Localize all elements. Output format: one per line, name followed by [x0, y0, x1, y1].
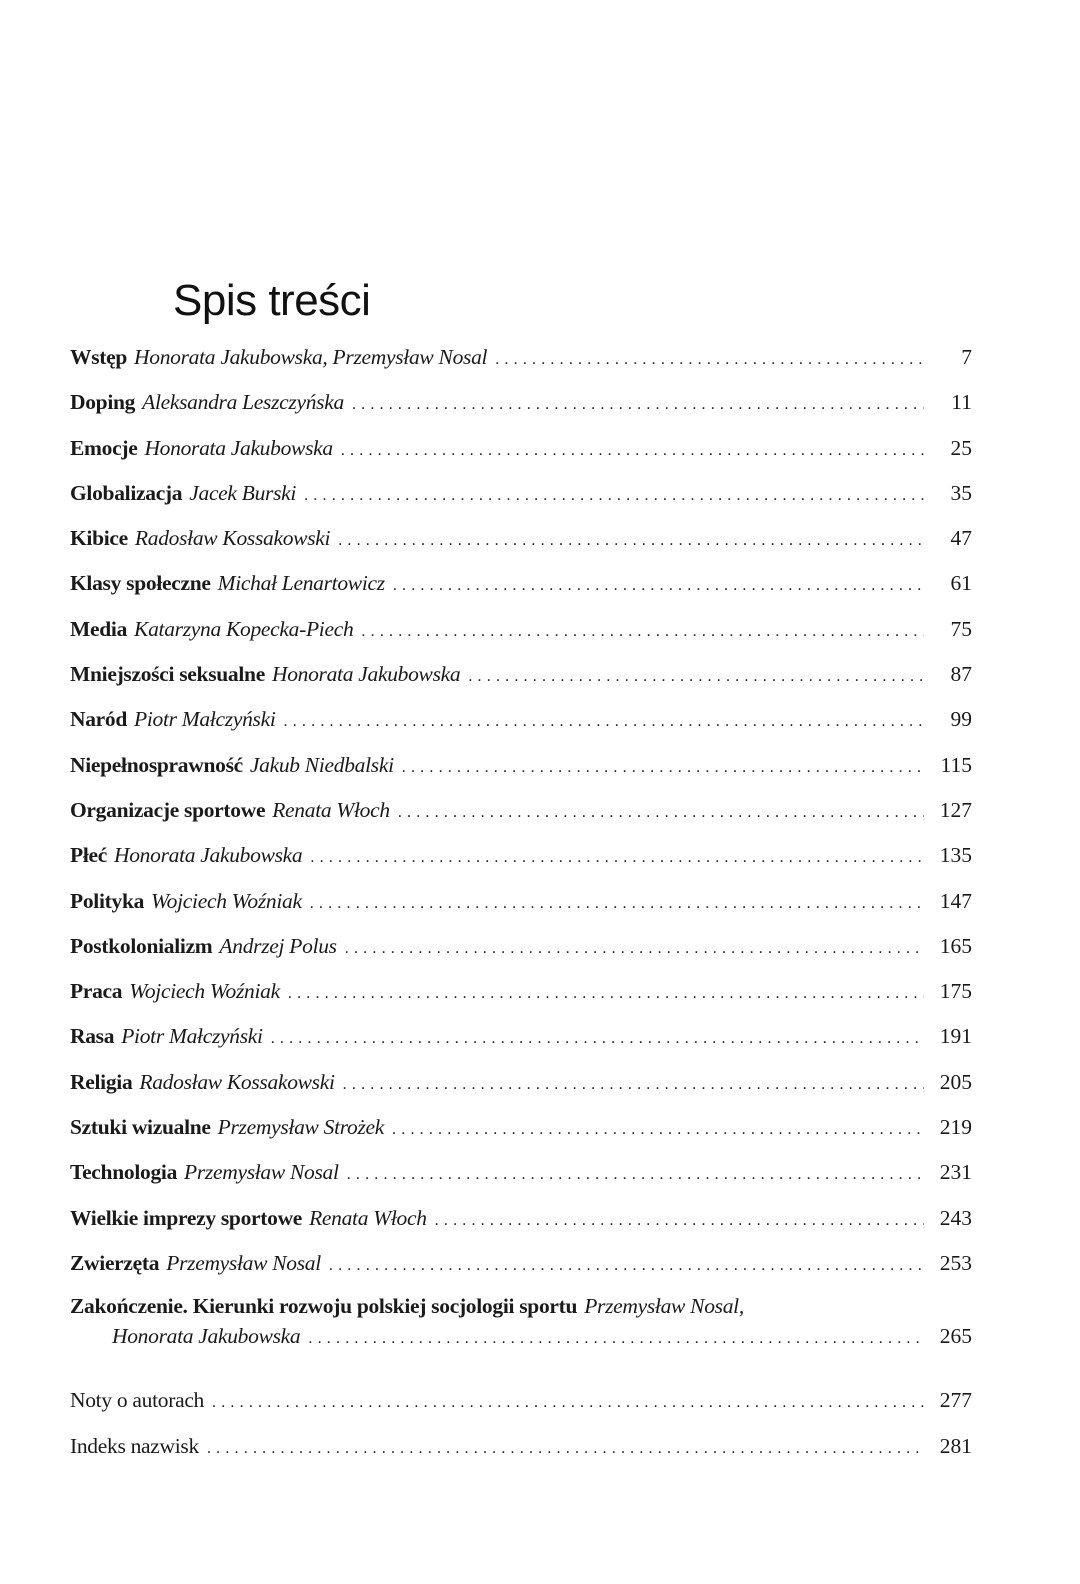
toc-entry[interactable] — [70, 974, 972, 1019]
chapter-author: Radosław Kossakowski — [139, 1069, 335, 1094]
closing-line-1 — [70, 1291, 972, 1321]
page-number: 75 — [950, 616, 972, 641]
chapter-author: Piotr Małczyński — [121, 1024, 263, 1049]
chapter-title: Mniejszości seksualne — [70, 662, 265, 687]
page-number: 61 — [950, 571, 972, 596]
chapter-author-continued: Honorata Jakubowska — [112, 1324, 301, 1349]
chapter-title: Rasa — [70, 1024, 115, 1049]
page-number: 25 — [950, 435, 972, 460]
toc-entry[interactable] — [70, 748, 972, 793]
dot-leader — [284, 705, 924, 739]
dot-leader — [392, 1113, 924, 1147]
page-number: 127 — [939, 797, 972, 822]
toc-entry[interactable] — [70, 340, 972, 385]
chapter-title: Technologia — [70, 1160, 178, 1185]
chapter-title: Postkolonializm — [70, 933, 213, 958]
chapter-title: Zakończenie. Kierunki rozwoju polskiej socjologii sportu — [70, 1294, 578, 1319]
chapter-title: Globalizacja — [70, 480, 183, 505]
dot-leader — [468, 660, 924, 694]
page-number: 175 — [939, 979, 972, 1004]
chapter-author: Honorata Jakubowska — [144, 435, 333, 460]
page-number: 281 — [939, 1433, 972, 1458]
chapter-title: Klasy społeczne — [70, 571, 211, 596]
chapter-author: Honorata Jakubowska — [114, 843, 303, 868]
dot-leader — [398, 796, 924, 830]
chapter-author: Renata Włoch — [309, 1205, 427, 1230]
closing-line-2 — [70, 1321, 972, 1354]
dot-leader — [347, 1158, 924, 1192]
dot-leader — [361, 615, 924, 649]
toc-entry[interactable] — [70, 657, 972, 702]
dot-leader — [343, 1068, 924, 1102]
toc-entry[interactable] — [70, 566, 972, 611]
toc-entry[interactable] — [70, 385, 972, 430]
chapter-author: Przemysław Nosal — [184, 1160, 339, 1185]
chapter-author: Przemysław Nosal, — [584, 1294, 744, 1319]
dot-leader — [495, 343, 924, 377]
dot-leader — [341, 434, 924, 468]
chapter-title: Media — [70, 616, 128, 641]
toc-entry[interactable] — [70, 929, 972, 974]
chapter-title: Sztuki wizualne — [70, 1115, 211, 1140]
chapter-title: Wstęp — [70, 345, 128, 369]
page-number: 243 — [939, 1205, 972, 1230]
page-number: 165 — [939, 933, 972, 958]
appendix-title: Noty o autorach — [70, 1388, 205, 1413]
dot-leader — [329, 1249, 924, 1283]
chapter-title: Religia — [70, 1069, 133, 1094]
dot-leader — [310, 841, 924, 875]
toc-entry[interactable] — [70, 1155, 972, 1200]
chapter-author: Honorata Jakubowska — [271, 662, 461, 687]
dot-leader — [345, 932, 924, 966]
page-number: 135 — [939, 843, 972, 868]
page-number: 205 — [939, 1069, 972, 1094]
toc-entry[interactable] — [70, 1065, 972, 1110]
page-title: Spis treści — [173, 276, 371, 325]
page-number: 115 — [940, 752, 972, 777]
dot-leader — [435, 1204, 924, 1238]
appendix-title: Indeks nazwisk — [70, 1433, 199, 1458]
page-number: 231 — [939, 1160, 972, 1185]
chapter-author: Wojciech Woźniak — [129, 979, 280, 1004]
dot-leader — [402, 751, 924, 785]
toc-entry[interactable] — [70, 1019, 972, 1064]
dot-leader — [207, 1432, 924, 1466]
toc-entry[interactable] — [70, 884, 972, 929]
toc-entry[interactable] — [70, 612, 972, 657]
toc-entry[interactable] — [70, 476, 972, 521]
chapter-title: Zwierzęta — [70, 1250, 160, 1275]
page-number: 99 — [950, 707, 972, 732]
page-number: 147 — [939, 888, 972, 913]
chapter-author: Jakub Niedbalski — [249, 752, 394, 777]
chapter-author: Michał Lenartowicz — [217, 571, 385, 596]
table-of-contents — [70, 340, 972, 1474]
chapter-author: Jacek Burski — [189, 480, 297, 505]
dot-leader — [271, 1022, 924, 1056]
chapter-title: Płeć — [70, 843, 107, 868]
toc-entry[interactable] — [70, 1246, 972, 1291]
chapter-author: Wojciech Woźniak — [151, 888, 302, 913]
toc-entry[interactable] — [70, 431, 972, 476]
chapter-author: Przemysław Strożek — [217, 1115, 385, 1140]
dot-leader — [304, 479, 924, 513]
chapter-title: Niepełnosprawność — [70, 752, 243, 777]
page-number: 253 — [939, 1250, 972, 1275]
page-number: 219 — [939, 1115, 972, 1140]
dot-leader — [310, 887, 924, 921]
chapter-title: Doping — [70, 390, 136, 415]
toc-entry-appendix[interactable] — [70, 1429, 972, 1474]
dot-leader — [352, 388, 924, 422]
chapter-author: Andrzej Polus — [219, 933, 337, 958]
chapter-author: Renata Włoch — [272, 797, 390, 822]
dot-leader — [308, 1324, 924, 1354]
chapter-author: Przemysław Nosal — [166, 1250, 321, 1275]
toc-entry[interactable] — [70, 1110, 972, 1155]
toc-entry[interactable] — [70, 521, 972, 566]
chapter-title: Emocje — [70, 435, 138, 460]
page-number: 47 — [950, 526, 972, 551]
toc-entry[interactable] — [70, 702, 972, 747]
chapter-title: Naród — [70, 707, 128, 732]
chapter-title: Polityka — [70, 888, 145, 913]
page-number: 35 — [950, 480, 972, 505]
page-number: 191 — [939, 1024, 972, 1049]
chapter-author: Piotr Małczyński — [134, 707, 276, 732]
toc-entry[interactable] — [70, 1201, 972, 1246]
chapter-title: Praca — [70, 979, 123, 1004]
chapter-author: Radosław Kossakowski — [134, 526, 331, 551]
page-number: 265 — [939, 1324, 972, 1349]
page-number: 87 — [950, 662, 972, 687]
chapter-author: Honorata Jakubowska, Przemysław Nosal — [134, 345, 488, 369]
dot-leader — [393, 569, 924, 603]
page-number: 277 — [939, 1388, 972, 1413]
toc-entry-closing[interactable] — [70, 1291, 972, 1383]
chapter-title: Wielkie imprezy sportowe — [70, 1205, 303, 1230]
chapter-author: Aleksandra Leszczyńska — [142, 390, 344, 415]
page-number: 11 — [951, 390, 972, 415]
chapter-title: Kibice — [70, 526, 128, 551]
page-number: 7 — [961, 345, 972, 369]
toc-entry-appendix[interactable] — [70, 1383, 972, 1428]
chapter-title: Organizacje sportowe — [70, 797, 266, 822]
dot-leader — [288, 977, 924, 1011]
dot-leader — [212, 1386, 924, 1420]
toc-entry[interactable] — [70, 793, 972, 838]
chapter-author: Katarzyna Kopecka-Piech — [134, 616, 354, 641]
dot-leader — [338, 524, 924, 558]
toc-entry[interactable] — [70, 838, 972, 883]
